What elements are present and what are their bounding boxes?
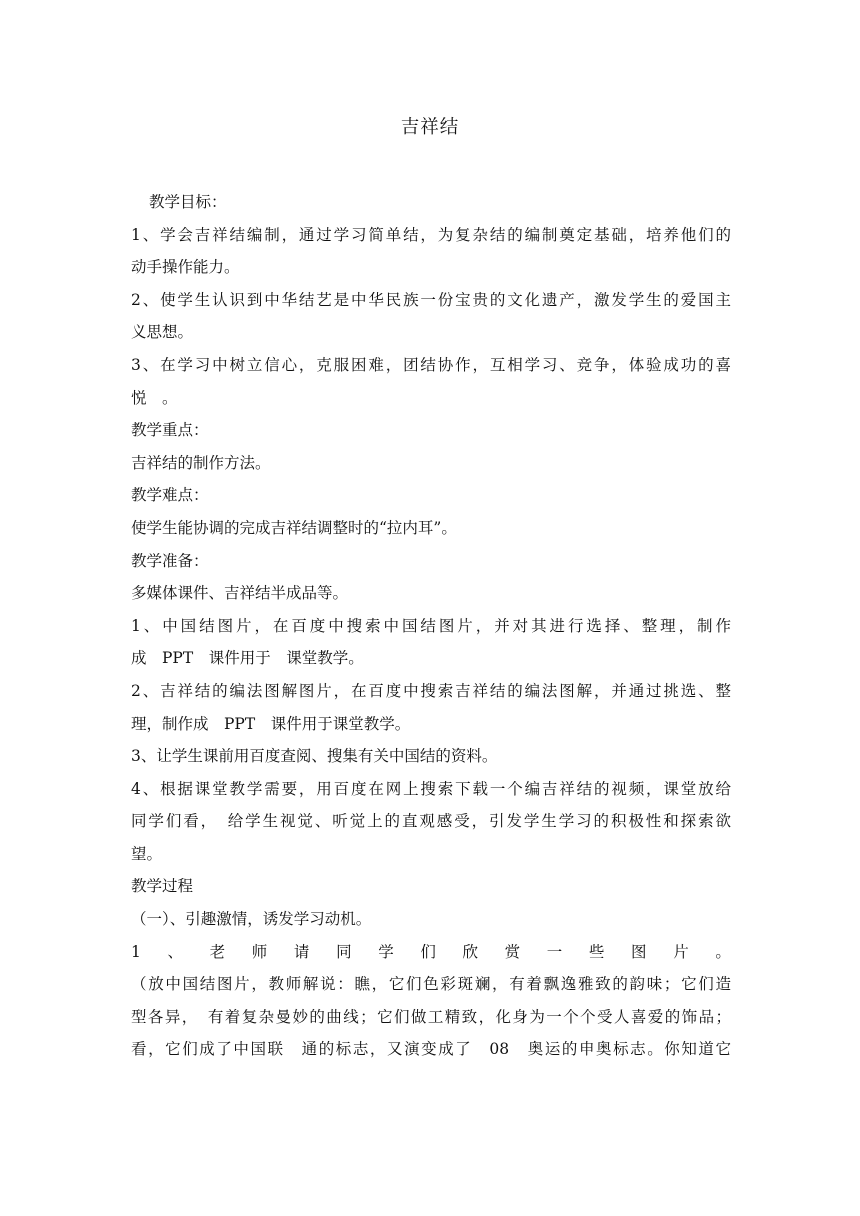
section-heading-preparation: 教学准备： [131,551,209,570]
document-body [131,186,731,1066]
paragraph-line: 多媒体课件、吉祥结半成品等。 [131,584,349,603]
spaced-char: 老 [209,942,226,961]
spaced-char: 请 [293,942,310,961]
paragraph-line: 1、学会吉祥结编制，通过学习简单结，为复杂结的编制奠定基础，培养他们的 [131,225,731,244]
paragraph-line: 悦 。 [131,388,178,407]
paragraph-line: 动手操作能力。 [131,258,240,277]
spaced-char: 学 [378,942,394,961]
paragraph-line: 理，制作成 PPT 课件用于课堂教学。 [131,714,411,733]
spaced-char: 、 [167,942,184,961]
paragraph-line: 望。 [131,844,163,863]
paragraph-line: 1、中国结图片，在百度中搜索中国结图片，并对其进行选择、整理，制作 [131,616,731,635]
paragraph-line: 3、让学生课前用百度查阅、搜集有关中国结的资料。 [131,747,498,766]
spaced-char: 同 [336,942,352,961]
spaced-instruction-line [131,936,731,969]
spaced-char: 师 [251,942,268,961]
paragraph-line: 型各异， 有着复杂曼妙的曲线；它们做工精致，化身为一个个受人喜爱的饰品； [131,1007,731,1026]
paragraph-line: 使学生能协调的完成吉祥结调整时的“拉内耳”。 [131,518,457,537]
spaced-char: 图 [631,942,647,961]
spaced-char: 欣 [462,942,478,961]
spaced-char: 1 [131,942,141,961]
section-heading-process: 教学过程 [131,877,194,896]
document-title: 吉祥结 [400,117,460,138]
paragraph-line: 看，它们成了中国联 通的标志，又演变成了 08 奥运的申奥标志。你知道它 [131,1040,731,1059]
paragraph-line: 义思想。 [131,323,194,342]
paragraph-line: 3、在学习中树立信心，克服困难，团结协作，互相学习、竞争，体验成功的喜 [131,355,731,374]
paragraph-line: 吉祥结的制作方法。 [131,453,271,472]
spaced-char: 一 [546,942,563,961]
section-heading-objectives: 教学目标： [149,193,227,211]
paragraph-line: 2、使学生认识到中华结艺是中华民族一份宝贵的文化遗产，激发学生的爱国主 [131,290,731,309]
section-heading-key-points: 教学重点： [131,421,209,440]
paragraph-line: （一）、引趣激情，诱发学习动机。 [131,910,372,929]
paragraph-line: （放中国结图片，教师解说：瞧，它们色彩斑斓，有着飘逸雅致的韵味；它们造 [131,975,731,994]
paragraph-line: 4、根据课堂教学需要，用百度在网上搜索下载一个编吉祥结的视频，课堂放给 [131,779,731,798]
spaced-char: 们 [420,942,436,961]
spaced-char: 片 [673,942,689,961]
spaced-char: 。 [715,942,731,961]
section-heading-difficulties: 教学难点： [131,486,209,505]
paragraph-line: 2、吉祥结的编法图解图片，在百度中搜索吉祥结的编法图解，并通过挑选、整 [131,681,731,700]
spaced-char: 赏 [504,942,521,961]
paragraph-line: 同学们看， 给学生视觉、听觉上的直观感受，引发学生学习的积极性和探索欲 [131,812,731,831]
paragraph-line: 成 PPT 课件用于 课堂教学。 [131,649,364,668]
spaced-char: 些 [588,942,605,961]
